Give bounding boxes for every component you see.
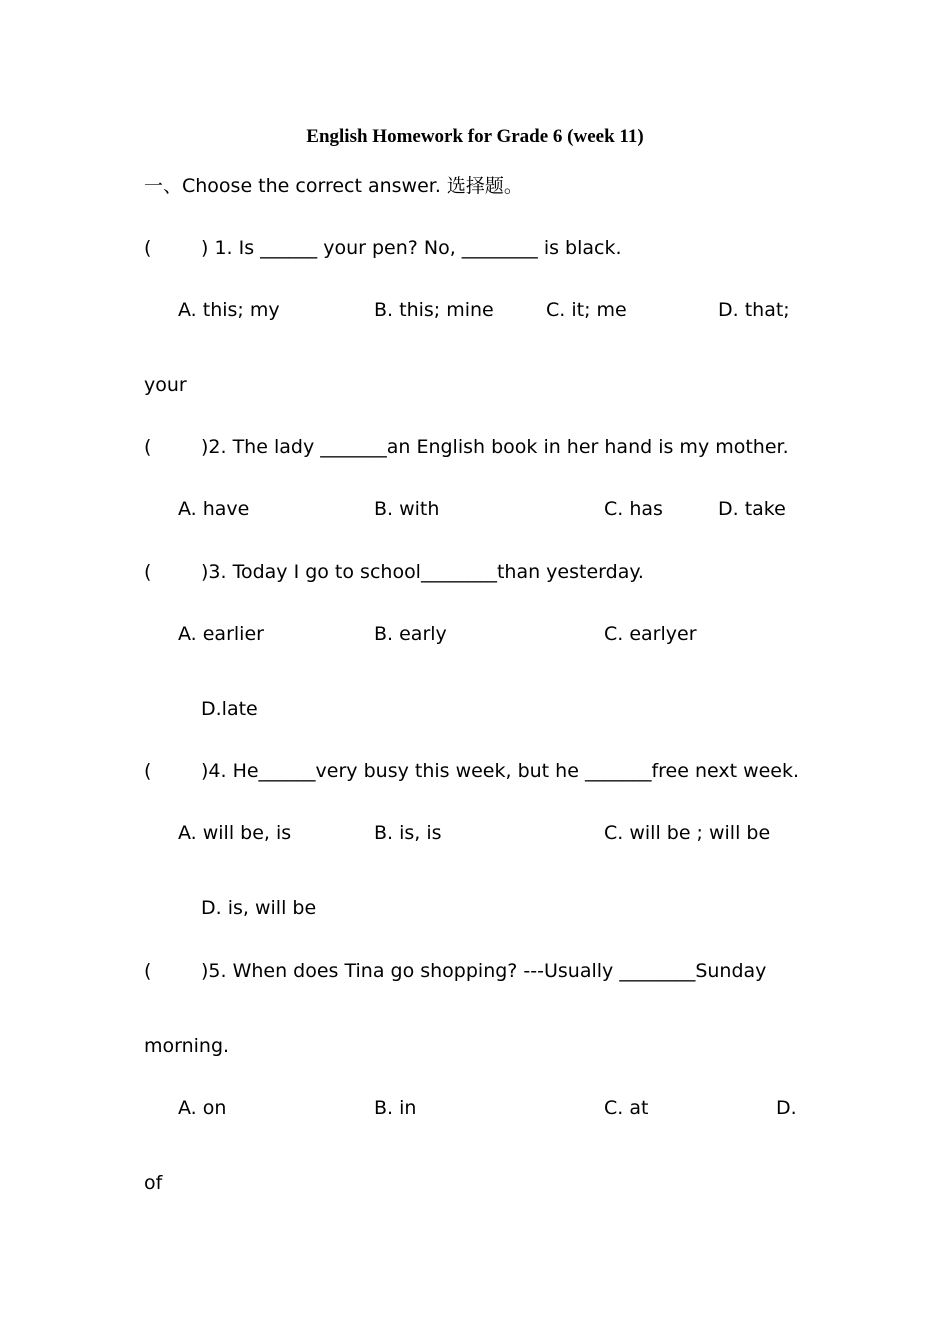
q3-option-a: A. earlier (178, 623, 264, 645)
q1-paren: ( (144, 237, 152, 259)
q3-stem: )3. Today I go to school________than yesterday. (201, 561, 644, 583)
q1-option-d: D. that; (718, 299, 790, 321)
q4-stem: )4. He______very busy this week, but he _______free next week. (201, 760, 800, 782)
q1-stem: ) 1. Is ______ your pen? No, ________ is black. (201, 237, 622, 259)
q3-option-c: C. earlyer (604, 623, 697, 645)
q2-option-b: B. with (374, 498, 440, 520)
q4-option-b: B. is, is (374, 822, 442, 844)
q5-option-a: A. on (178, 1097, 227, 1119)
q5-paren: ( (144, 960, 152, 982)
document-title: English Homework for Grade 6 (week 11) (306, 126, 644, 147)
q4-option-a: A. will be, is (178, 822, 292, 844)
section-heading: 一、Choose the correct answer. 选择题。 (144, 175, 523, 197)
q2-option-a: A. have (178, 498, 250, 520)
q4-option-d: D. is, will be (201, 897, 317, 919)
q3-option-d: D.late (201, 698, 258, 720)
q1-option-b: B. this; mine (374, 299, 494, 321)
q2-paren: ( (144, 436, 152, 458)
q1-option-d-overflow: your (144, 374, 187, 396)
q5-option-c: C. at (604, 1097, 649, 1119)
q2-option-c: C. has (604, 498, 663, 520)
q5-option-d-overflow: of (144, 1172, 163, 1194)
q5-option-d: D. (776, 1097, 797, 1119)
q5-option-b: B. in (374, 1097, 417, 1119)
q5-stem-continuation: morning. (144, 1035, 230, 1057)
q4-option-c: C. will be ; will be (604, 822, 771, 844)
q3-option-b: B. early (374, 623, 447, 645)
q3-paren: ( (144, 561, 152, 583)
q2-stem: )2. The lady _______an English book in her hand is my mother. (201, 436, 789, 458)
q5-stem: )5. When does Tina go shopping? ---Usually ________Sunday (201, 960, 767, 982)
q4-paren: ( (144, 760, 152, 782)
q2-option-d: D. take (718, 498, 786, 520)
q1-option-a: A. this; my (178, 299, 280, 321)
q1-option-c: C. it; me (546, 299, 627, 321)
